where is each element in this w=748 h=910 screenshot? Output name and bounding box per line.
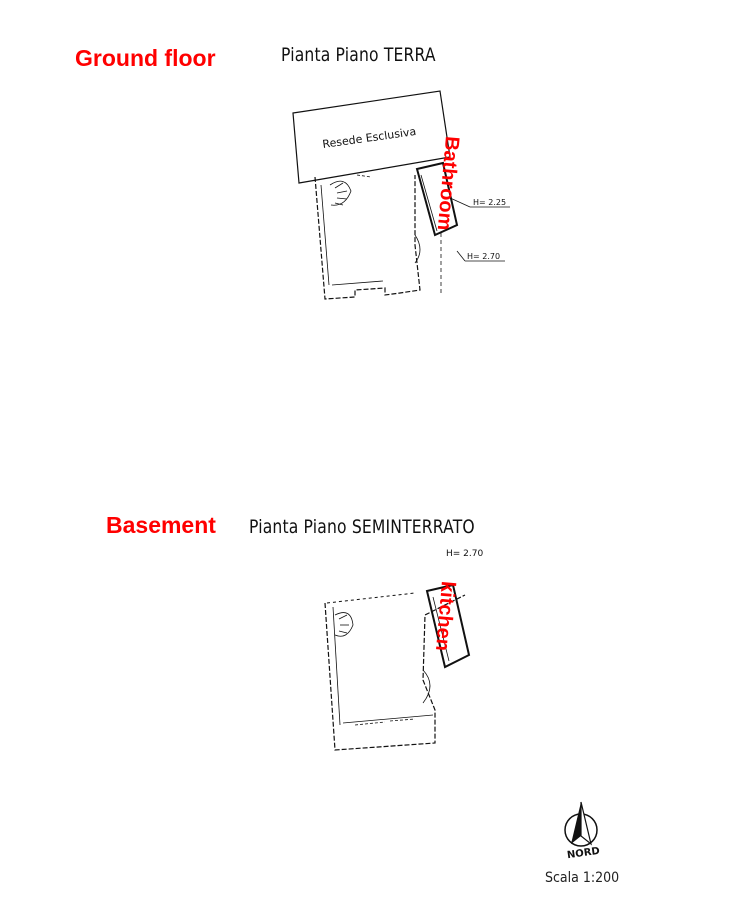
ground-floor-label: Ground floor [75,45,216,71]
ground-stair [330,181,351,205]
yard-label: Resede Esclusiva [321,124,417,151]
basement-stair [335,613,353,637]
height-label-2: H= 2.70 [467,252,501,261]
compass-label: NORD [566,845,601,862]
bathroom-label: Bathroom [432,135,463,232]
basement-plan [315,575,485,755]
ground-floor-plan [285,85,525,305]
height-label-1: H= 2.25 [473,198,507,207]
basement-height-label: H= 2.70 [446,549,484,559]
kitchen-label: kitchen [430,580,459,652]
height-leader-2 [457,251,465,261]
basement-door [423,670,430,703]
ground-floor-plan-title: Pianta Piano TERRA [281,44,436,66]
basement-plan-title: Pianta Piano SEMINTERRATO [249,516,475,538]
ground-wall-outline [315,175,420,299]
scale-label: Scala 1:200 [545,870,620,886]
basement-label: Basement [106,512,216,538]
